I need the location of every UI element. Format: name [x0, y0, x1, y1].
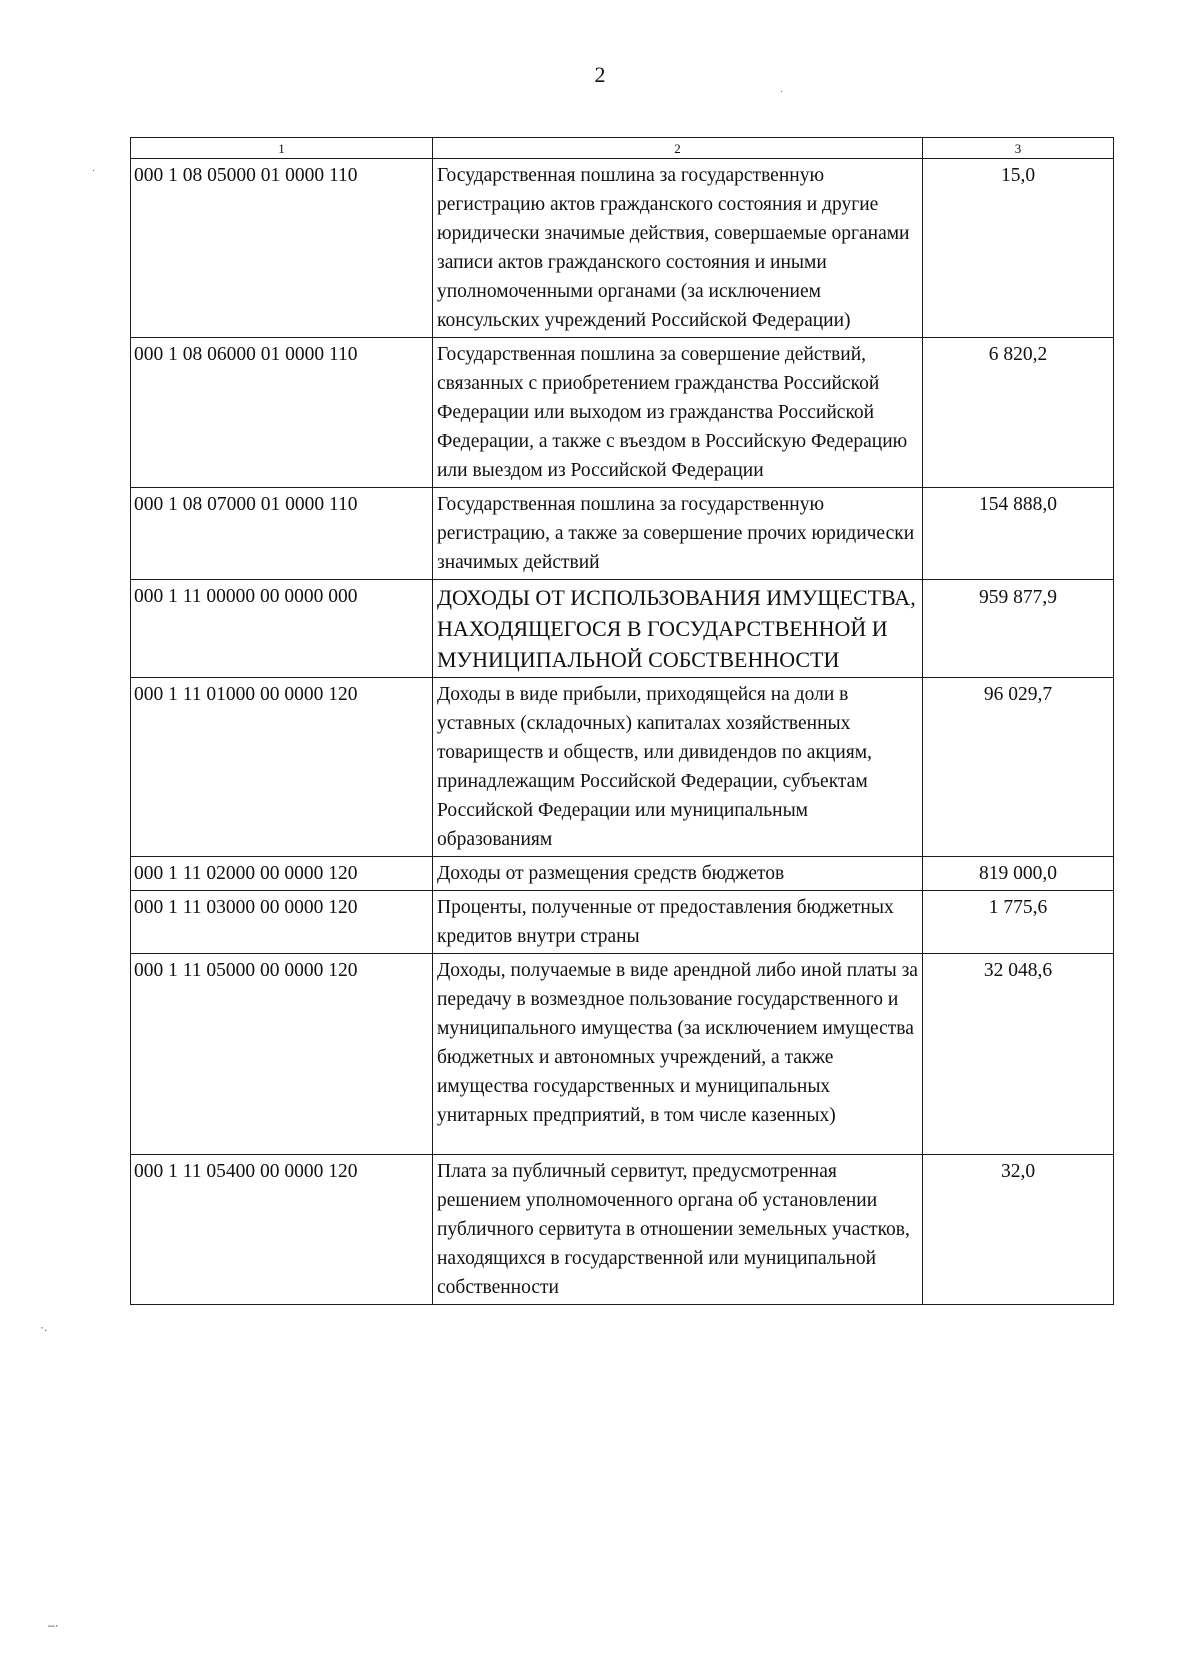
row-code: 000 1 08 07000 01 0000 110: [131, 488, 433, 580]
row-amount: 96 029,7: [923, 678, 1114, 857]
row-amount: 154 888,0: [923, 488, 1114, 580]
table-row: [131, 891, 1114, 954]
row-code: 000 1 11 03000 00 0000 120: [131, 891, 433, 954]
row-amount: 1 775,6: [923, 891, 1114, 954]
row-amount: 819 000,0: [923, 857, 1114, 891]
row-description: Проценты, полученные от предоставления бюджетных кредитов внутри страны: [433, 891, 923, 954]
row-description: Государственная пошлина за совершение действий, связанных с приобретением гражданства Российской Федерации или выходом из гражданства Российской Федерации, а также с въездом в Российскую Федерацию или выездом из Российской Федерации: [433, 338, 923, 488]
row-description: ДОХОДЫ ОТ ИСПОЛЬЗОВАНИЯ ИМУЩЕСТВА, НАХОДЯЩЕГОСЯ В ГОСУДАРСТВЕННОЙ И МУНИЦИПАЛЬНОЙ СОБСТВЕННОСТИ: [433, 580, 923, 678]
row-amount: 32,0: [923, 1155, 1114, 1305]
row-amount: 959 877,9: [923, 580, 1114, 678]
row-description: Государственная пошлина за государственную регистрацию актов гражданского состояния и другие юридически значимые действия, совершаемые органами записи актов гражданского состояния и иными уполномоченными органами (за исключением консульских учреждений Российской Федерации): [433, 159, 923, 338]
row-code: 000 1 08 06000 01 0000 110: [131, 338, 433, 488]
column-header-code: 1: [131, 138, 433, 159]
scan-speck: ·.: [40, 1320, 48, 1334]
table-row: [131, 338, 1114, 488]
table-row-section-heading: [131, 580, 1114, 678]
row-description: Доходы от размещения средств бюджетов: [433, 857, 923, 891]
row-code: 000 1 08 05000 01 0000 110: [131, 159, 433, 338]
scan-speck: ·: [92, 165, 96, 176]
row-code: 000 1 11 01000 00 0000 120: [131, 678, 433, 857]
row-amount: 15,0: [923, 159, 1114, 338]
revenue-table: [130, 137, 1114, 1305]
row-description: Доходы в виде прибыли, приходящейся на доли в уставных (складочных) капиталах хозяйственных товариществ и обществ, или дивидендов по акциям, принадлежащим Российской Федерации, субъектам Российской Федерации или муниципальным образованиям: [433, 678, 923, 857]
row-description: Доходы, получаемые в виде арендной либо иной платы за передачу в возмездное пользование государственного и муниципального имущества (за исключением имущества бюджетных и автономных учреждений, а также имущества государственных и муниципальных унитарных предприятий, в том числе казенных): [433, 954, 923, 1155]
scan-speck: ·: [780, 86, 784, 97]
table-row: [131, 1155, 1114, 1305]
page-number: 2: [594, 62, 606, 87]
row-amount: 32 048,6: [923, 954, 1114, 1155]
table-header-row: [131, 138, 1114, 159]
row-description: Плата за публичный сервитут, предусмотренная решением уполномоченного органа об установлении публичного сервитута в отношении земельных участков, находящихся в государственной или муниципальной собственности: [433, 1155, 923, 1305]
row-code: 000 1 11 00000 00 0000 000: [131, 580, 433, 678]
table-row: [131, 857, 1114, 891]
table-row: [131, 159, 1114, 338]
row-description: Государственная пошлина за государственную регистрацию, а также за совершение прочих юридически значимых действий: [433, 488, 923, 580]
table-row: [131, 488, 1114, 580]
scan-speck: ‒·: [48, 1618, 59, 1632]
row-amount: 6 820,2: [923, 338, 1114, 488]
table-row: [131, 954, 1114, 1155]
row-code: 000 1 11 05000 00 0000 120: [131, 954, 433, 1155]
row-code: 000 1 11 02000 00 0000 120: [131, 857, 433, 891]
row-code: 000 1 11 05400 00 0000 120: [131, 1155, 433, 1305]
column-header-description: 2: [433, 138, 923, 159]
column-header-amount: 3: [923, 138, 1114, 159]
table-row: [131, 678, 1114, 857]
